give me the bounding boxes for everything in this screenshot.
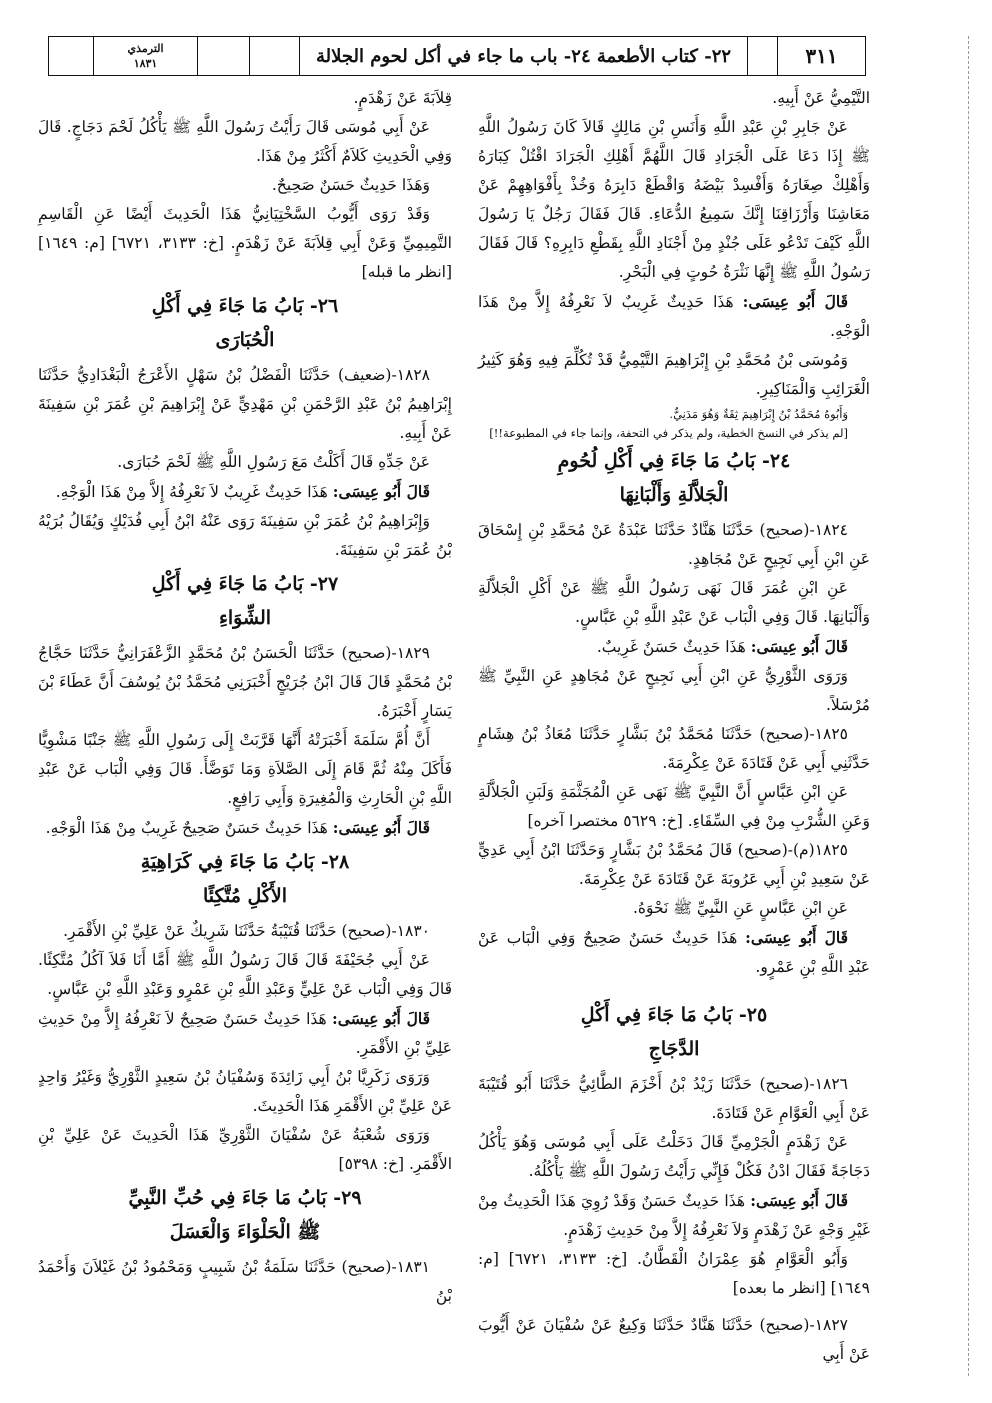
hadith-text: عَنِ ابْنِ عُمَرَ قَالَ نَهَى رَسُولُ اللَّهِ ﷺ عَنْ أَكْلِ الْجَلاَّلَةِ وَأَلْبَانِهَا. قَالَ وَفِي الْبَاب عَنْ عَبْدِ اللَّهِ بْنِ عَبَّاسٍ. xyxy=(478,579,870,626)
spacer xyxy=(478,982,870,996)
left-column xyxy=(38,84,452,1311)
header-empty-cell xyxy=(249,37,299,75)
paragraph: قِلاَبَةَ عَنْ زَهْدَمٍ. xyxy=(353,89,452,107)
paragraph: وَقَدْ رَوَى أَيُّوبُ السَّخْتِيَانِيُّ هَذَا الْحَدِيثَ أَيْضًا عَنِ الْقَاسِمِ التَّمِيمِيِّ وَعَنْ أَبِي قِلاَبَةَ عَنْ زَهْدَمٍ. [خ: ٣١٣٣، ٦٧٢١] [م: ١٦٤٩] [انظر ما قبله] xyxy=(38,205,452,281)
footnote: وَأَبُوهُ مُحَمَّدُ بْنُ إِبْرَاهِيمَ ثِقَةٌ وَهُوَ مَدَنِيٌّ. xyxy=(669,407,848,421)
chapter-heading-25: ٢٥- بَابُ مَا جَاءَ فِي أَكْلِ xyxy=(580,1004,768,1026)
chapter-heading-29-cont: ﷺ الْحَلْوَاءَ وَالْعَسَلَ xyxy=(169,1221,321,1243)
abu-isa-label: قَالَ أَبُو عِيسَى: xyxy=(332,482,430,501)
chapter-heading-26-cont: الْحُبَارَى xyxy=(215,329,275,351)
chapter-heading-27-cont: الشِّوَاءِ xyxy=(218,607,272,629)
commentary xyxy=(478,632,870,662)
reference-book: الترمذي xyxy=(127,42,164,55)
hadith-text: أَنَّ أُمَّ سَلَمَةَ أَخْبَرَتْهُ أَنَّهَا قَرَّبَتْ إِلَى رَسُولِ اللَّهِ ﷺ جَنْبًا مَشْوِيًّا فَأَكَلَ مِنْهُ ثُمَّ قَامَ إِلَى الصَّلاَةِ وَمَا تَوَضَّأَ. قَالَ وَفِي الْبَاب عَنْ عَبْدِ اللَّهِ بْنِ الْحَارِثِ وَالْمُغِيرَةِ وَأَبِي رَافِعٍ. xyxy=(38,731,452,807)
abu-isa-label: قَالَ أَبُو عِيسَى: xyxy=(332,1009,431,1028)
hadith-isnad: ١٨٢٨-(ضعيف) حَدَّثَنَا الْفَضْلُ بْنُ سَهْلٍ الأَعْرَجُ الْبَغْدَادِيُّ حَدَّثَنَا إِبْرَاهِيمُ بْنُ عَبْدِ الرَّحْمَنِ بْنِ مَهْدِيٍّ عَنْ إِبْرَاهِيمَ بْنِ عُمَرَ بْنِ سَفِينَةَ عَنْ أَبِيهِ. xyxy=(38,366,452,442)
hadith-text: عَنْ زَهْدَمٍ الْجَرْمِيِّ قَالَ دَخَلْتُ عَلَى أَبِي مُوسَى وَهُوَ يَأْكُلُ دَجَاجَةً فَقَالَ ادْنُ فَكُلْ فَإِنِّي رَأَيْتُ رَسُولَ اللَّهِ ﷺ يَأْكُلُهُ. xyxy=(478,1133,870,1180)
commentary xyxy=(478,287,870,346)
hadith-text: عَنْ جَابِرِ بْنِ عَبْدِ اللَّهِ وَأَنَسِ بْنِ مَالِكٍ قَالاَ كَانَ رَسُولُ اللَّهِ ﷺ إِذَا دَعَا عَلَى الْجَرَادِ قَالَ اللَّهُمَّ أَهْلِكِ الْجَرَادَ اقْتُلْ كِبَارَهُ وَأَهْلِكْ صِغَارَهُ وَأَفْسِدْ بَيْضَهُ وَاقْطَعْ دَابِرَهُ وَخُذْ بِأَفْوَاهِهِمْ عَنْ مَعَاشِنَا وَأَرْزَاقِنَا إِنَّكَ سَمِيعُ الدُّعَاءِ. قَالَ فَقَالَ رَجُلٌ يَا رَسُولَ اللَّهِ كَيْفَ تَدْعُو عَلَى جُنْدٍ مِنْ أَجْنَادِ اللَّهِ بِقَطْعِ دَابِرِهِ؟ قَالَ فَقَالَ رَسُولُ اللَّهِ ﷺ إِنَّهَا نَثْرَةُ حُوتٍ فِي الْبَحْرِ. xyxy=(478,118,870,281)
header-empty-cell xyxy=(197,37,249,75)
abu-isa-label: قَالَ أَبُو عِيسَى: xyxy=(745,928,848,947)
commentary xyxy=(38,477,452,507)
commentary-text: هَذَا حَدِيثٌ حَسَنٌ غَرِيبٌ. xyxy=(596,638,751,656)
hadith-text: عَنْ أَبِي جُحَيْفَةَ قَالَ قَالَ رَسُولُ اللَّهِ ﷺ أَمَّا أَنَا فَلاَ آكُلُ مُتَّكِئًا. قَالَ وَفِي الْبَاب عَنْ عَلِيٍّ وَعَبْدِ اللَّهِ بْنِ عَمْرٍو وَعَبْدِ اللَّهِ بْنِ عَبَّاسٍ. xyxy=(38,951,452,998)
hadith-text: عَنْ أَبِي مُوسَى قَالَ رَأَيْتُ رَسُولَ اللَّهِ ﷺ يَأْكُلُ لَحْمَ دَجَاجٍ. قَالَ وَفِي الْحَدِيثِ كَلاَمٌ أَكْثَرُ مِنْ هَذَا. xyxy=(38,118,452,165)
commentary-text: هَذَا حَدِيثٌ غَرِيبٌ لاَ نَعْرِفُهُ إِلاَّ مِنْ هَذَا الْوَجْهِ. xyxy=(478,293,870,340)
page-margin-line xyxy=(968,36,969,1376)
chapter-heading-28-cont: الأَكْلِ مُتَّكِئًا xyxy=(202,885,288,907)
hadith-text: عَنِ ابْنِ عَبَّاسٍ عَنِ النَّبِيِّ ﷺ نَحْوَهُ. xyxy=(632,899,848,917)
hadith-isnad: ١٨٢٥-(صحيح) حَدَّثَنَا مُحَمَّدُ بْنُ بَشَّارٍ حَدَّثَنَا مُعَاذُ بْنُ هِشَامٍ حَدَّثَنِي أَبِي عَنْ قَتَادَةَ عَنْ عِكْرِمَةَ. xyxy=(478,725,870,772)
hadith-isnad: ١٨٢٥(م)-(صحيح) قَالَ مُحَمَّدُ بْنُ بَشَّارٍ وَحَدَّثَنَا ابْنُ أَبِي عَدِيٍّ عَنْ سَعِيدِ بْنِ أَبِي عَرُوبَةَ عَنْ قَتَادَةَ عَنْ عِكْرِمَةَ. xyxy=(478,841,870,888)
spacer xyxy=(478,1303,870,1311)
paragraph: التَّيْمِيُّ عَنْ أَبِيهِ. xyxy=(772,89,870,107)
chapter-heading-26: ٢٦- بَابُ مَا جَاءَ فِي أَكْلِ xyxy=(151,295,339,317)
chapter-heading-24: ٢٤- بَابُ مَا جَاءَ فِي أَكْلِ لُحُومِ xyxy=(557,450,791,472)
hadith-isnad: ١٨٢٩-(صحيح) حَدَّثَنَا الْحَسَنُ بْنُ مُحَمَّدٍ الزَّعْفَرَانِيُّ حَدَّثَنَا حَجَّاجُ بْنُ مُحَمَّدٍ قَالَ قَالَ ابْنُ جُرَيْجٍ أَخْبَرَنِي مُحَمَّدُ بْنُ يُوسُفَ أَنَّ عَطَاءَ بْنَ يَسَارٍ أَخْبَرَهُ. xyxy=(38,644,452,720)
commentary-text: هَذَا حَدِيثٌ غَرِيبٌ لاَ نَعْرِفُهُ إِلاَّ مِنْ هَذَا الْوَجْهِ. xyxy=(55,483,333,501)
running-header xyxy=(48,36,866,76)
header-empty-cell xyxy=(747,37,777,75)
hadith-isnad: ١٨٣١-(صحيح) حَدَّثَنَا سَلَمَةُ بْنُ شَبِيبٍ وَمَحْمُودُ بْنُ غَيْلاَنَ وَأَحْمَدُ بْنُ xyxy=(38,1258,452,1305)
right-column xyxy=(478,84,870,1369)
paragraph: وَأَبُو الْعَوَّامِ هُوَ عِمْرَانُ الْقَطَّانُ. [خ: ٣١٣٣، ٦٧٢١] [م: ١٦٤٩] [انظر ما بعده] xyxy=(478,1250,870,1297)
hadith-text: عَنِ ابْنِ عَبَّاسٍ أَنَّ النَّبِيَّ ﷺ نَهَى عَنِ الْمُجَثَّمَةِ وَلَبَنِ الْجَلاَّلَةِ وَعَنِ الشُّرْبِ مِنْ فِي السِّقَاءِ. [خ: ٥٦٢٩ مختصرا آخره] xyxy=(478,783,870,830)
paragraph: وَرَوَى شُعْبَةُ عَنْ سُفْيَانَ الثَّوْرِيِّ هَذَا الْحَدِيثَ عَنْ عَلِيِّ بْنِ الأَقْمَرِ. [خ: ٥٣٩٨] xyxy=(38,1126,452,1173)
abu-isa-label: قَالَ أَبُو عِيسَى: xyxy=(750,637,848,656)
commentary xyxy=(478,1186,870,1245)
commentary xyxy=(38,813,452,843)
hadith-isnad: ١٨٣٠-(صحيح) حَدَّثَنَا قُتَيْبَةُ حَدَّثَنَا شَرِيكٌ عَنْ عَلِيِّ بْنِ الأَقْمَرِ. xyxy=(63,922,430,940)
abu-isa-label: قَالَ أَبُو عِيسَى: xyxy=(332,818,430,837)
paragraph: وَإِبْرَاهِيمُ بْنُ عُمَرَ بْنِ سَفِينَةَ رَوَى عَنْهُ ابْنُ أَبِي فُدَيْكٍ وَيُقَالُ بُرَيْهُ بْنُ عُمَرَ بْنِ سَفِينَةَ. xyxy=(38,512,452,559)
hadith-isnad: ١٨٢٧-(صحيح) حَدَّثَنَا هَنَّادٌ حَدَّثَنَا وَكِيعٌ عَنْ سُفْيَانَ عَنْ أَيُّوبَ عَنْ أَبِي xyxy=(478,1316,870,1363)
hadith-isnad: ١٨٢٤-(صحيح) حَدَّثَنَا هَنَّادٌ حَدَّثَنَا عَبْدَةُ عَنْ مُحَمَّدِ بْنِ إِسْحَاقَ عَنِ ابْنِ أَبِي نَجِيحٍ عَنْ مُجَاهِدٍ. xyxy=(478,521,870,568)
hadith-text: عَنْ جَدِّهِ قَالَ أَكَلْتُ مَعَ رَسُولِ اللَّهِ ﷺ لَحْمَ حُبَارَى. xyxy=(117,453,430,471)
chapter-heading-28: ٢٨- بَابُ مَا جَاءَ فِي كَرَاهِيَةِ xyxy=(140,851,350,873)
reference-number: ١٨٣١ xyxy=(133,57,158,70)
paragraph: وَمُوسَى بْنُ مُحَمَّدِ بْنِ إِبْرَاهِيمَ التَّيْمِيُّ قَدْ تُكُلِّمَ فِيهِ وَهُوَ كَثِيرُ الْغَرَائِبِ وَالْمَنَاكِيرِ. xyxy=(478,351,870,398)
footnote: [لم يذكر في النسخ الخطية، ولم يذكر في التحفة، وإنما جاء في المطبوعة!!] xyxy=(489,426,848,440)
abu-isa-label: قَالَ أَبُو عِيسَى: xyxy=(750,1191,848,1210)
commentary-text: هَذَا حَدِيثٌ حَسَنٌ صَحِيحٌ وَفِي الْبَاب عَنْ عَبْدِ اللَّهِ بْنِ عَمْرٍو. xyxy=(478,929,870,976)
paragraph: وَرَوَى الثَّوْرِيُّ عَنِ ابْنِ أَبِي نَجِيحٍ عَنْ مُجَاهِدٍ عَنِ النَّبِيِّ ﷺ مُرْسَلاً. xyxy=(478,667,870,714)
abu-isa-label: قَالَ أَبُو عِيسَى: xyxy=(742,292,848,311)
chapter-heading-24-cont: الْجَلاَّلَةِ وَأَلْبَانِهَا xyxy=(619,484,729,506)
chapter-heading-25-cont: الدَّجَاجِ xyxy=(648,1038,700,1060)
commentary-text: هَذَا حَدِيثٌ حَسَنٌ صَحِيحٌ غَرِيبٌ مِنْ هَذَا الْوَجْهِ. xyxy=(45,819,333,837)
header-empty-cell xyxy=(49,37,93,75)
header-reference xyxy=(93,37,197,75)
commentary-text: هَذَا حَدِيثٌ حَسَنٌ وَقَدْ رُوِيَ هَذَا الْحَدِيثُ مِنْ غَيْرِ وَجْهٍ عَنْ زَهْدَمٍ وَلاَ نَعْرِفُهُ إِلاَّ مِنْ حَدِيثِ زَهْدَمٍ. xyxy=(478,1192,870,1239)
commentary xyxy=(38,1004,452,1063)
hadith-isnad: ١٨٢٦-(صحيح) حَدَّثَنَا زَيْدُ بْنُ أَخْزَمَ الطَّائِيُّ حَدَّثَنَا أَبُو قُتَيْبَةَ عَنْ أَبِي الْعَوَّامِ عَنْ قَتَادَةَ. xyxy=(478,1075,870,1122)
chapter-heading-29: ٢٩- بَابُ مَا جَاءَ فِي حُبِّ النَّبِيِّ xyxy=(128,1187,362,1209)
chapter-heading-27: ٢٧- بَابُ مَا جَاءَ فِي أَكْلِ xyxy=(151,573,339,595)
commentary xyxy=(478,923,870,982)
commentary-text: هَذَا حَدِيثٌ حَسَنٌ صَحِيحٌ لاَ نَعْرِفُهُ إِلاَّ مِنْ حَدِيثِ عَلِيِّ بْنِ الأَقْمَرِ. xyxy=(38,1010,452,1057)
paragraph: وَهَذَا حَدِيثٌ حَسَنٌ صَحِيحٌ. xyxy=(271,176,430,194)
header-title: ٢٢- كتاب الأطعمة ٢٤- باب ما جاء في أكل لحوم الجلالة xyxy=(299,37,747,75)
paragraph: وَرَوَى زَكَرِيَّا بْنُ أَبِي زَائِدَةَ وَسُفْيَانُ بْنُ سَعِيدٍ الثَّوْرِيُّ وَغَيْرُ وَاحِدٍ عَنْ عَلِيِّ بْنِ الأَقْمَرِ هَذَا الْحَدِيثَ. xyxy=(38,1068,452,1115)
page-number: ٣١١ xyxy=(777,37,865,75)
